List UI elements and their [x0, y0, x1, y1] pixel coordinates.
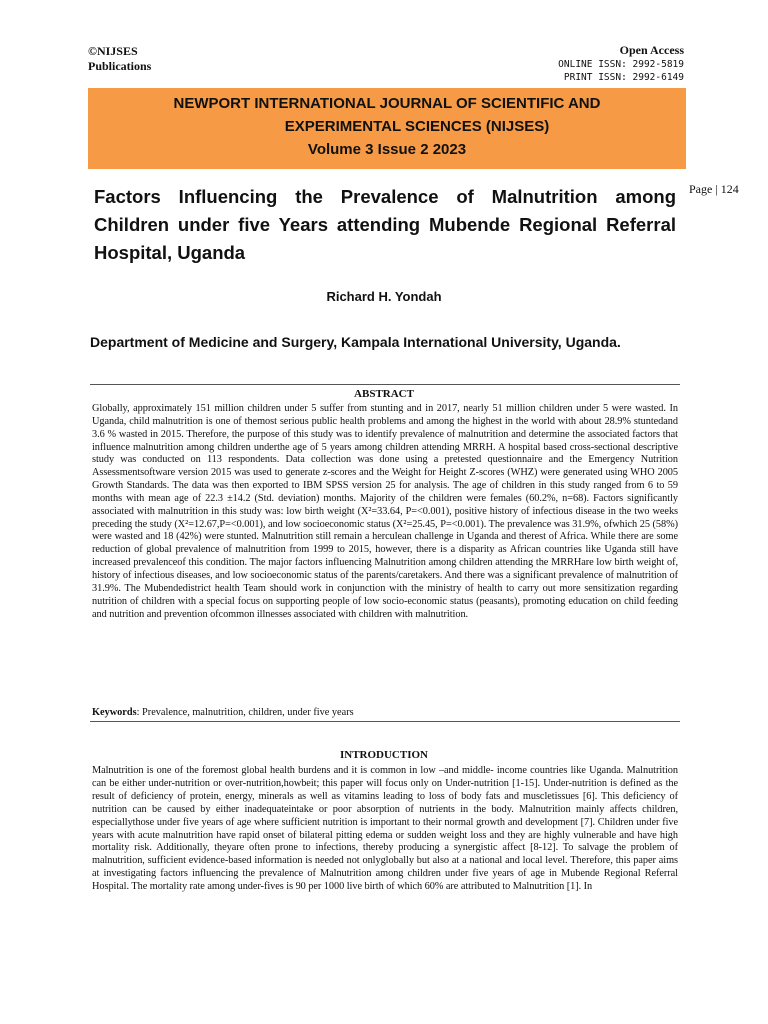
- keywords-line: [92, 706, 678, 719]
- abstract-top-rule: [90, 384, 680, 385]
- print-issn: PRINT ISSN: 2992-6149: [563, 72, 684, 83]
- online-issn: ONLINE ISSN: 2992-5819: [558, 58, 684, 70]
- abstract-bottom-rule: [90, 721, 680, 722]
- keywords-list: : Prevalence, malnutrition, children, under five years: [136, 707, 354, 718]
- publisher-name: ©NIJSES: [88, 44, 138, 58]
- journal-name-line2: EXPERIMENTAL SCIENCES (NIJSES): [284, 118, 550, 135]
- keywords-label: Keywords: [92, 707, 137, 718]
- page-number: Page | 124: [689, 182, 739, 196]
- journal-banner: [88, 88, 686, 169]
- abstract-body: Globally, approximately 151 million children under 5 suffer from stunting and in 2017, nearly 51 million children under 5 were wasted. In Uganda, child malnutrition is one of themost serious public health problems and among the highest in the world with about 28.9% stuntedand 3.6 % wasted in 2015. Therefore, the purpose of this study was to identify prevalence of malnutrition and determine the associated factors that influence malnutrition among children underthe age of 5 years among children attending MRRH. A hospital based cross-sectional descriptive study was conducted on 113 respondents. Data collection was done using a pretested questionnaire and the Emergency Nutrition Assessmentsoftware version 2015 was used to generate z-scores and the Weight for Height Z-scores (WHZ) were generated using WHO 2005 Growth Standards. The data was then exported to IBM SPSS version 25 for analysis. The age of children in this study ranged from 6 to 59 months with mean age of 22.3 ±14.2 (Std. deviation) months. Majority of the children were females (60.2%, n=68). Factors significantly associated with malnutrition in this study was: low birth weight (X²=33.64, P=<0.001), positive history of infectious disease in the two weeks preceding the study (X²=12.67,P=<0.001), and low socioeconomic status (X²=25.45, P=<0.001). The prevalence was 31.9%, ofwhich 25 (58%) were wasted and 18 (42%) were stunted. Malnutrition still remain a herculean challenge in Uganda and therest of Africa. While there are some reduction of global prevalence of malnutrition from 1999 to 2015, however, there is a disparity as African countries like Uganda still have increased prevalenceof this condition. The major factors influencing Malnutrition among children attending the MRRHare low birth weight of, history of infectious diseases, and low socioeconomic status of the parents/caretakers. And there was a significant prevalence of malnutrition of 31.9%. The Mubendedistrict health Team should work in conjunction with the ministry of health to carry out more sensitization regarding nutrition of children with a special focus on supporting people of low socio-economic status (peasants), promoting education on child feeding and nutrition and prevention ofcommon illnesses associated with children with malnutrition.: [92, 403, 678, 620]
- author-affiliation: Department of Medicine and Surgery, Kampala International University, Uganda.: [90, 334, 621, 350]
- journal-volume-issue: Volume 3 Issue 2 2023: [307, 141, 467, 158]
- article-title: Factors Influencing the Prevalence of Malnutrition among Children under five Years attending Mubende Regional Referral Hospital, Uganda: [94, 186, 676, 263]
- introduction-body: Malnutrition is one of the foremost global health burdens and it is common in low –and middle- income countries like Uganda. Malnutrition can be either under-nutrition or over-nutrition,howbeit; this paper will focus only on Under-nutrition [1-15]. Under-nutrition is defined as the result of deficiency of protein, energy, minerals as well as vitamins leading to loss of body fats and muscletissues [6]. This deficiency of nutrition can be caused by either inadequateintake or poor absorption of nutrients in the body. Malnutrition mainly affects children, especiallythose under five years of age where sufficient nutrition is important to their normal growth and development [7]. Children under five years with acute malnutrition have rapid onset of bilateral pitting edema or sudden weight loss and they are highly vulnerable and have high mortality risk. Additionally, theyare often prone to infections, thereby producing a synergistic affect [8-12]. To salvage the problem of malnutrition, sufficient evidence-based information is needed not onlyglobally but also at a national and local level. Therefore, this paper aims at investigating factors influencing the prevalence of Malnutrition among children under five years of age in Mubende Regional Referral Hospital. The mortality rate among under-fives is 90 per 1000 live birth of which 60% are attributed to Malnutrition [1]. In: [92, 765, 678, 893]
- open-access-label: Open Access: [619, 43, 684, 57]
- issn-block: [558, 44, 684, 85]
- author-name: Richard H. Yondah: [326, 289, 442, 304]
- introduction-heading: INTRODUCTION: [339, 749, 428, 761]
- abstract-heading: ABSTRACT: [354, 388, 414, 400]
- publisher-block: [88, 44, 151, 74]
- journal-name-line1: NEWPORT INTERNATIONAL JOURNAL OF SCIENTIFIC AND: [173, 95, 601, 112]
- publisher-label: Publications: [88, 59, 152, 73]
